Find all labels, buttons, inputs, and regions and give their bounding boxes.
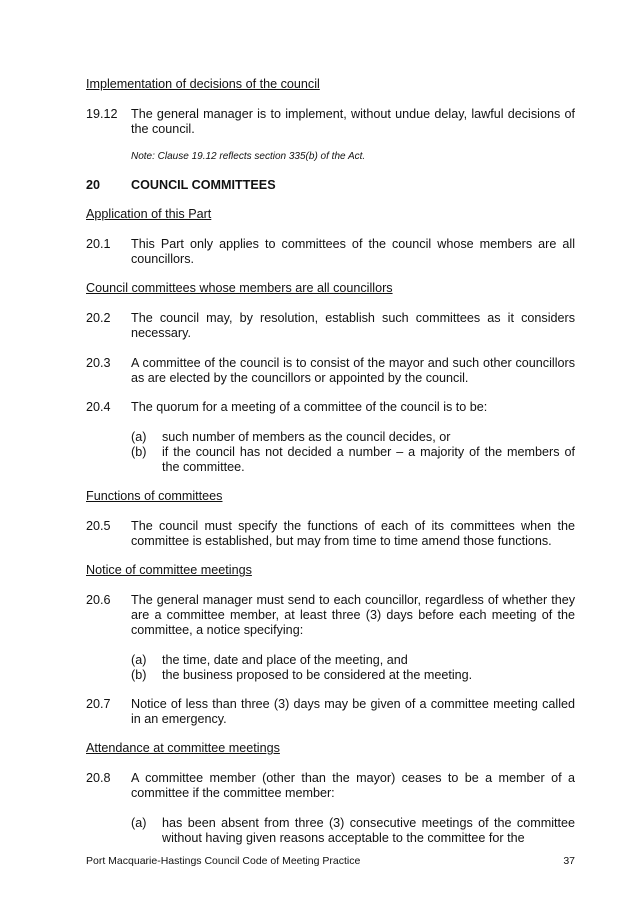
clause-number-20-3: 20.3	[86, 356, 111, 370]
subclause-label-20-6-a: (a)	[131, 653, 147, 667]
heading-application: Application of this Part	[86, 207, 212, 221]
clause-text-20-5: The council must specify the functions of each of its committees when the committee is established, but may from time to time amend those functions.	[131, 519, 575, 548]
subclause-text-20-6-b: the business proposed to be considered at the meeting.	[162, 668, 473, 682]
clause-number-19-12: 19.12	[86, 107, 118, 121]
clause-text-19-12: The general manager is to implement, without undue delay, lawful decisions of the council.	[131, 107, 575, 136]
clause-number-20-5: 20.5	[86, 519, 111, 533]
heading-notice: Notice of committee meetings	[86, 563, 252, 577]
heading-functions: Functions of committees	[86, 489, 223, 503]
subclause-label-20-4-b: (b)	[131, 445, 147, 459]
clause-text-20-3: A committee of the council is to consist of the mayor and such other councillors as are elected by the councillors or appointed by the council.	[131, 356, 575, 385]
clause-text-20-8: A committee member (other than the mayor) ceases to be a member of a committee if the committee member:	[131, 771, 575, 800]
clause-text-20-4: The quorum for a meeting of a committee of the council is to be:	[131, 400, 488, 414]
footer-document-title: Port Macquarie-Hastings Council Code of Meeting Practice	[86, 855, 361, 867]
footer-page-number: 37	[563, 855, 575, 867]
subclause-label-20-4-a: (a)	[131, 430, 147, 444]
heading-attendance: Attendance at committee meetings	[86, 741, 280, 755]
subclause-text-20-4-b: if the council has not decided a number – a majority of the members of the committee.	[162, 445, 575, 474]
section-title-20: COUNCIL COMMITTEES	[131, 178, 276, 192]
subclause-text-20-8-a: has been absent from three (3) consecutive meetings of the committee without having given reasons acceptable to the committee for the	[162, 816, 575, 845]
clause-number-20-1: 20.1	[86, 237, 111, 251]
heading-council-committees: Council committees whose members are all councillors	[86, 281, 393, 295]
heading-implementation: Implementation of decisions of the council	[86, 77, 320, 91]
subclause-text-20-4-a: such number of members as the council decides, or	[162, 430, 451, 444]
clause-text-20-2: The council may, by resolution, establish such committees as it considers necessary.	[131, 311, 575, 340]
subclause-label-20-8-a: (a)	[131, 816, 147, 830]
clause-text-20-7: Notice of less than three (3) days may be given of a committee meeting called in an emergency.	[131, 697, 575, 726]
section-number-20: 20	[86, 178, 101, 192]
clause-text-20-6: The general manager must send to each councillor, regardless of whether they are a committee member, at least three (3) days before each meeting of the committee, a notice specifying:	[131, 593, 575, 637]
clause-text-20-1: This Part only applies to committees of the council whose members are all councillors.	[131, 237, 575, 266]
clause-number-20-8: 20.8	[86, 771, 111, 785]
clause-number-20-6: 20.6	[86, 593, 111, 607]
clause-number-20-2: 20.2	[86, 311, 111, 325]
subclause-label-20-6-b: (b)	[131, 668, 147, 682]
clause-note-19-12: Note: Clause 19.12 reflects section 335(b) of the Act.	[131, 151, 366, 162]
clause-number-20-4: 20.4	[86, 400, 111, 414]
clause-number-20-7: 20.7	[86, 697, 111, 711]
subclause-text-20-6-a: the time, date and place of the meeting, and	[162, 653, 408, 667]
